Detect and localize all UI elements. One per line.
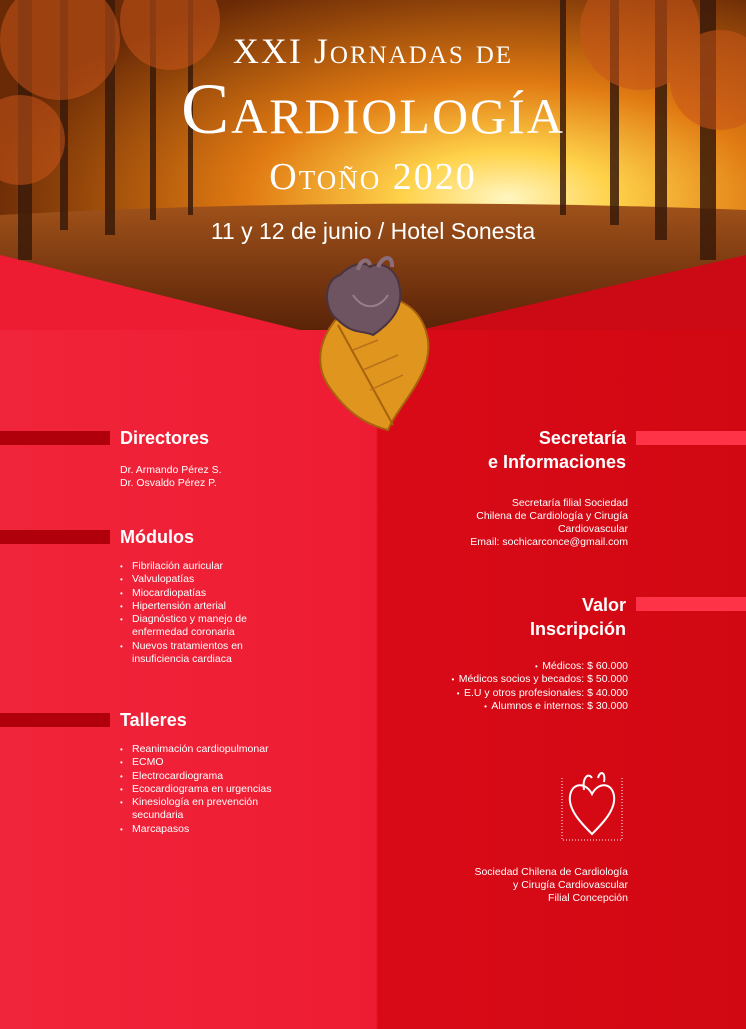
list-item: • Hipertensión arterial [120, 600, 270, 613]
secretaria-heading-line1: Secretaría [538, 428, 626, 448]
list-item: • Diagnóstico y manejo de enfermedad coronaria [120, 613, 270, 640]
list-item: • Ecocardiograma en urgencias [120, 783, 295, 796]
secretaria-heading [488, 426, 626, 474]
valor-heading [530, 593, 626, 641]
society-heart-logo [556, 770, 628, 848]
list-item: • Nuevos tratamientos en insuficiencia cardiaca [120, 640, 270, 667]
contact-line: Cardiovascular [557, 523, 628, 535]
secretaria-heading-line2: e Informaciones [487, 452, 626, 472]
secretaria-contact [470, 497, 628, 549]
list-item: • Electrocardiograma [120, 770, 295, 783]
list-item: • Marcapasos [120, 823, 295, 836]
secretaria-bar [636, 431, 746, 445]
director-name: Dr. Armando Pérez S. [120, 464, 222, 476]
directores-heading: Directores [120, 428, 210, 448]
modulos-list [120, 560, 270, 666]
valor-list [451, 660, 628, 713]
director-name: Dr. Osvaldo Pérez P. [120, 477, 217, 489]
price-item: • E.U y otros profesionales: $ 40.000 [451, 687, 628, 700]
list-item: • Kinesiología en prevención secundaria [120, 796, 295, 823]
event-date-venue: 11 y 12 de junio / Hotel Sonesta [210, 218, 536, 244]
heart-leaf-icon [308, 255, 438, 435]
event-main-title: Cardiología [181, 69, 565, 149]
talleres-heading: Talleres [120, 710, 187, 730]
valor-bar [636, 597, 746, 611]
price-item: • Médicos socios y becados: $ 50.000 [451, 673, 628, 686]
modulos-bar [0, 530, 110, 544]
price-item: • Alumnos e internos: $ 30.000 [451, 700, 628, 713]
organizer-credit [474, 866, 628, 905]
modulos-heading: Módulos [120, 527, 194, 547]
list-item: • Reanimación cardiopulmonar [120, 743, 295, 756]
list-item: • Miocardiopatías [120, 587, 270, 600]
talleres-bar [0, 713, 110, 727]
event-edition-title: XXI Jornadas de [232, 31, 514, 71]
price-item: • Médicos: $ 60.000 [451, 660, 628, 673]
organizer-line: Filial Concepción [548, 892, 628, 904]
organizer-line: y Cirugía Cardiovascular [513, 879, 628, 891]
list-item: • Fibrilación auricular [120, 560, 270, 573]
list-item: • ECMO [120, 756, 295, 769]
valor-heading-line2: Inscripción [529, 619, 626, 639]
contact-email[interactable]: Email: sochicarconce@gmail.com [470, 536, 628, 548]
list-item: • Valvulopatías [120, 573, 270, 586]
contact-line: Secretaría filial Sociedad [511, 497, 628, 509]
contact-line: Chilena de Cardiología y Cirugía [476, 510, 628, 522]
directores-bar [0, 431, 110, 445]
valor-heading-line1: Valor [581, 595, 626, 615]
directores-list [120, 464, 222, 490]
talleres-list [120, 743, 295, 836]
event-season-title: Otoño 2020 [269, 156, 477, 198]
organizer-line: Sociedad Chilena de Cardiología [474, 866, 628, 878]
